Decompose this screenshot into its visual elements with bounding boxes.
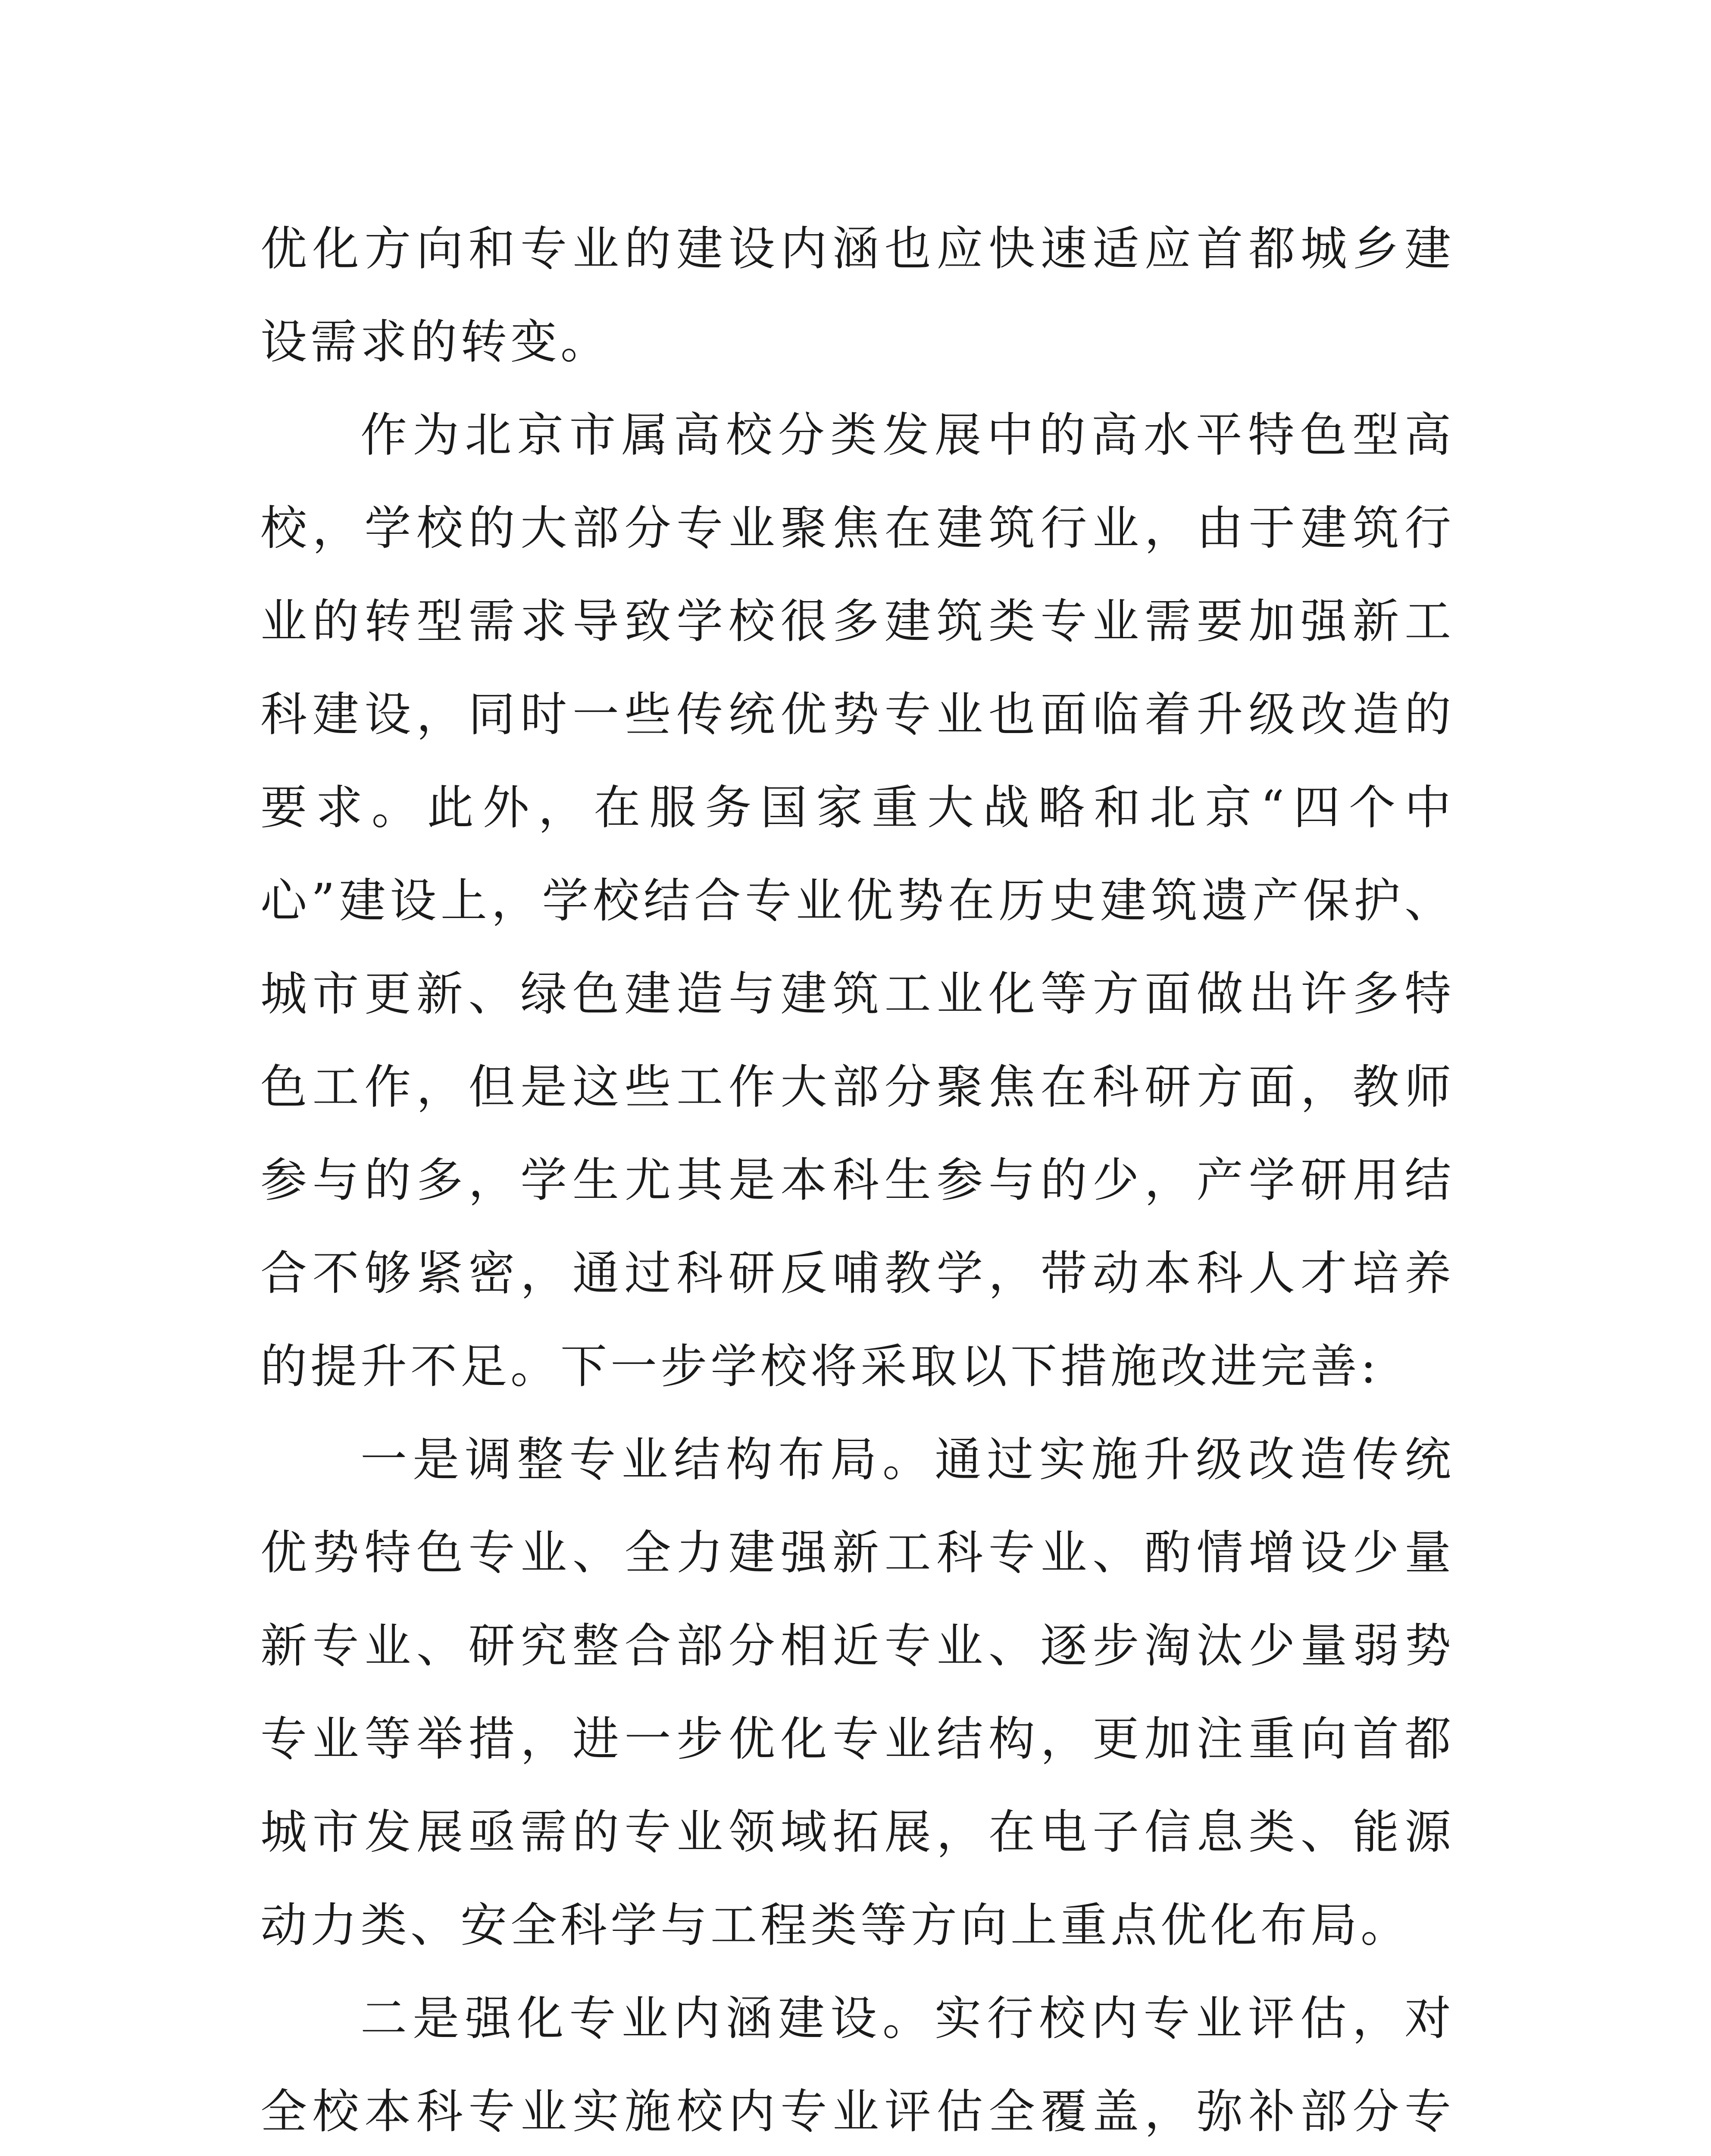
paragraph-measure-one: 一是调整专业结构布局。通过实施升级改造传统优势特色专业、全力建强新工科专业、酌情增设少量新专业、研究整合部分相近专业、逐步淘汰少量弱势专业等举措，进一步优化专业结构，更加注重向首都城市发展亟需的专业领域拓展，在电子信息类、能源动力类、安全科学与工程类等方向上重点优化布局。 <box>260 1433 1455 1952</box>
paragraph-school-positioning: 作为北京市属高校分类发展中的高水平特色型高校，学校的大部分专业聚焦在建筑行业，由于建筑行业的转型需求导致学校很多建筑类专业需要加强新工科建设，同时一些传统优势专业也面临着升级改造的要求。此外，在服务国家重大战略和北京“四个中心”建设上，学校结合专业优势在历史建筑遗产保护、城市更新、绿色建造与建筑工业化等方面做出许多特色工作，但是这些工作大部分聚焦在科研方面，教师参与的多，学生尤其是本科生参与的少，产学研用结合不够紧密，通过科研反哺教学，带动本科人才培养的提升不足。下一步学校将采取以下措施改进完善: <box>260 408 1455 1394</box>
paragraph-measure-two: 二是强化专业内涵建设。实行校内专业评估，对全校本科专业实施校内专业评估全覆盖，弥补部分专 <box>260 1992 1455 2139</box>
paragraph-continuation: 优化方向和专业的建设内涵也应快速适应首都城乡建设需求的转变。 <box>260 222 1455 369</box>
body-text <box>260 203 1455 2156</box>
